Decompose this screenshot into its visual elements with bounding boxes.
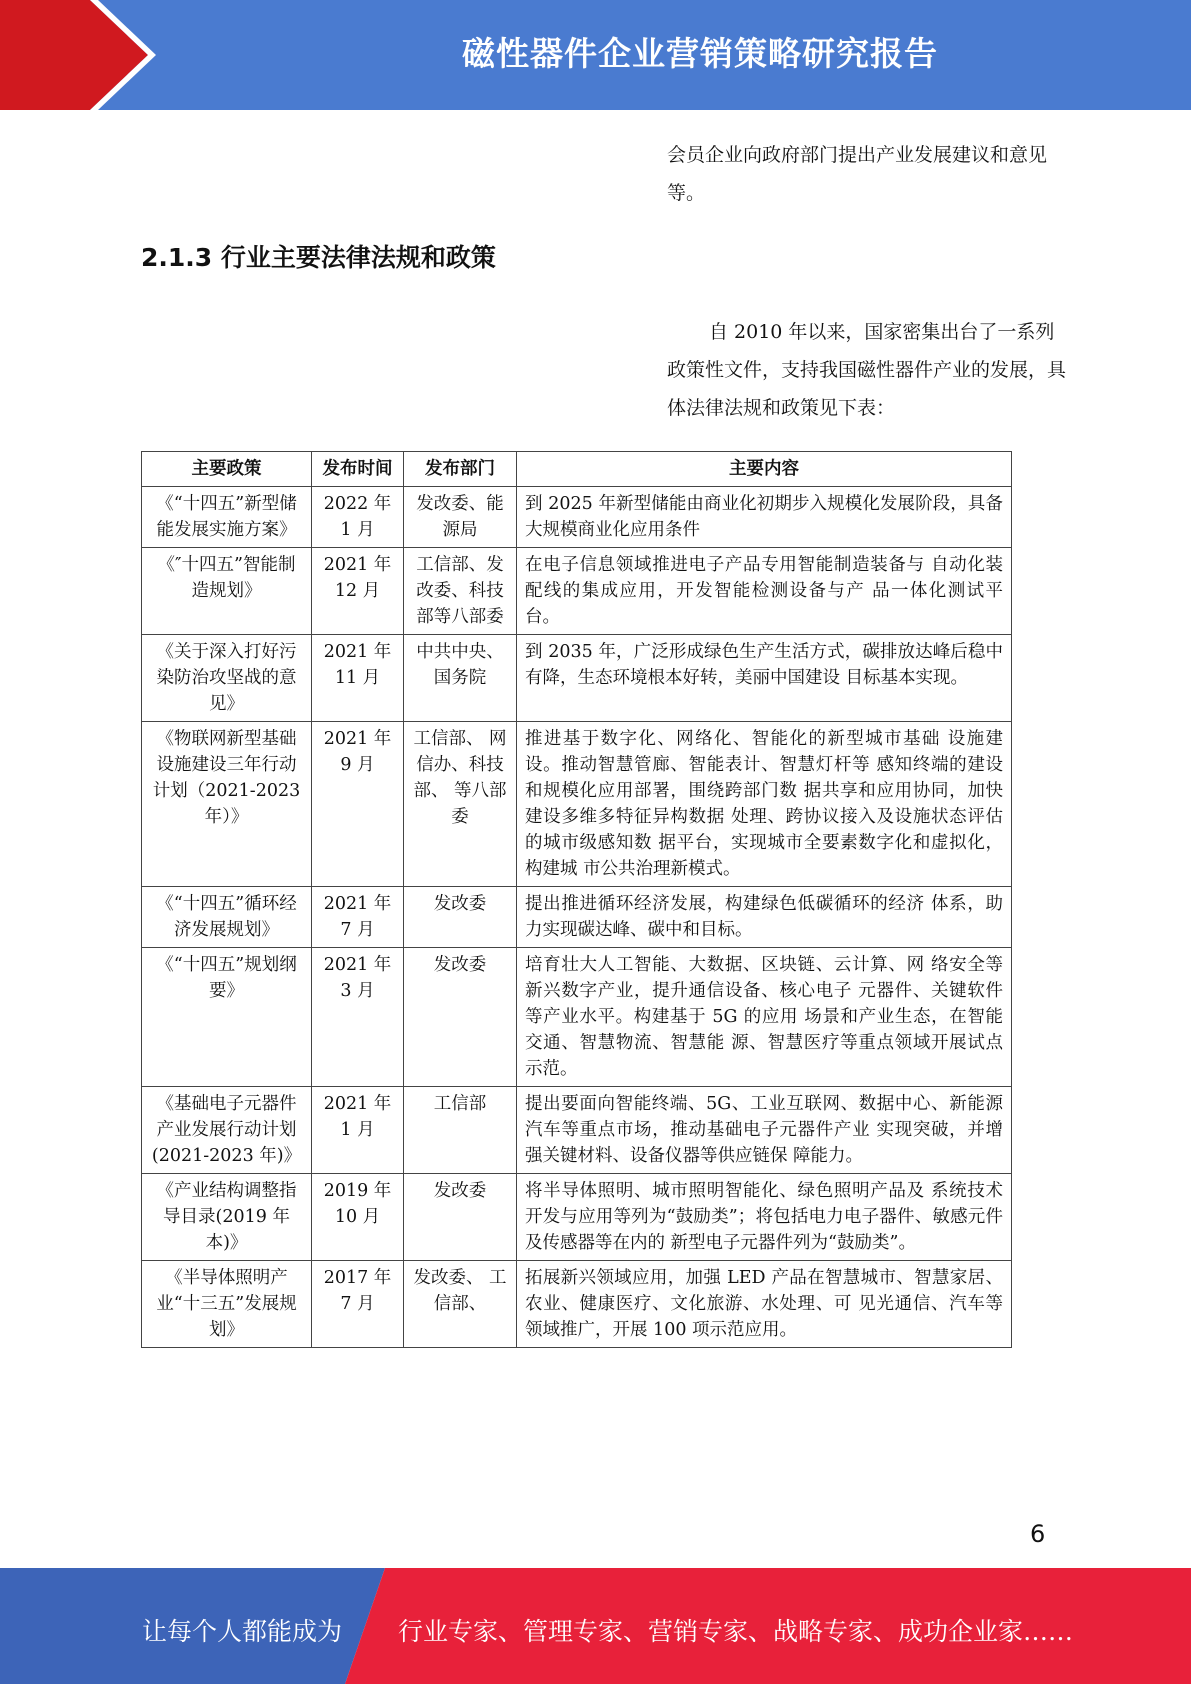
cell-content: 提出推进循环经济发展，构建绿色低碳循环的经济 体系，助力实现碳达峰、碳中和目标。 [517, 887, 1012, 948]
cell-policy: 《″十四五”智能制造规划》 [142, 548, 312, 635]
cell-dept: 工信部、发改委、科技部等八部委 [404, 548, 517, 635]
footer-slogan-left: 让每个人都能成为 [142, 1617, 343, 1646]
cell-date: 2021 年 12 月 [312, 548, 404, 635]
intro-paragraph: 会员企业向政府部门提出产业发展建议和意见等。 [667, 144, 1048, 204]
cell-content: 到 2025 年新型储能由商业化初期步入规模化发展阶段，具备大规模商业化应用条件 [517, 487, 1012, 548]
header-date: 发布时间 [312, 452, 404, 487]
cell-content: 提出要面向智能终端、5G、工业互联网、数据中心、新能源汽车等重点市场，推动基础电子元器件产业 实现突破，并增强关键材料、设备仪器等供应链保 障能力。 [517, 1087, 1012, 1174]
cell-dept: 发改委 [404, 948, 517, 1087]
cell-date: 2021 年 1 月 [312, 1087, 404, 1174]
cell-dept: 发改委、 工信部、 [404, 1261, 517, 1348]
cell-date: 2021 年 9 月 [312, 722, 404, 887]
section-heading: 2.1.3 行业主要法律法规和政策 [141, 243, 496, 272]
cell-policy: 《“十四五”循环经济发展规划》 [142, 887, 312, 948]
cell-dept: 发改委 [404, 1174, 517, 1261]
cell-policy: 《产业结构调整指导目录(2019 年本)》 [142, 1174, 312, 1261]
cell-date: 2022 年 1 月 [312, 487, 404, 548]
table-header-row [142, 452, 1012, 487]
table-row [142, 1261, 1012, 1348]
cell-dept: 发改委、能源局 [404, 487, 517, 548]
cell-policy: 《物联网新型基础设施建设三年行动计划（2021-2023 年）》 [142, 722, 312, 887]
table-row [142, 1087, 1012, 1174]
cell-date: 2019 年 10 月 [312, 1174, 404, 1261]
cell-content: 在电子信息领域推进电子产品专用智能制造装备与 自动化装配线的集成应用，开发智能检测设备与产 品一体化测试平台。 [517, 548, 1012, 635]
report-title: 磁性器件企业营销策略研究报告 [462, 34, 938, 73]
cell-content: 拓展新兴领域应用，加强 LED 产品在智慧城市、智慧家居、农业、健康医疗、文化旅游、水处理、可 见光通信、汽车等领域推广，开展 100 项示范应用。 [517, 1261, 1012, 1348]
footer-slogan-right: 行业专家、管理专家、营销专家、战略专家、成功企业家…… [398, 1617, 1074, 1646]
cell-content: 培育壮大人工智能、大数据、区块链、云计算、网 络安全等新兴数字产业，提升通信设备、核心电子 元器件、关键软件等产业水平。构建基于 5G 的应用 场景和产业生态，在智能交通、智慧物流、智慧能 源、智慧医疗等重点领域开展试点示范。 [517, 948, 1012, 1087]
cell-policy: 《半导体照明产业“十三五”发展规划》 [142, 1261, 312, 1348]
cell-dept: 工信部、 网信办、科技部、 等八部委 [404, 722, 517, 887]
section-paragraph: 自 2010 年以来，国家密集出台了一系列政策性文件，支持我国磁性器件产业的发展，具体法律法规和政策见下表： [667, 321, 1067, 419]
cell-policy: 《关于深入打好污染防治攻坚战的意见》 [142, 635, 312, 722]
table-row [142, 487, 1012, 548]
table-row [142, 1174, 1012, 1261]
table-row [142, 887, 1012, 948]
cell-date: 2021 年 11 月 [312, 635, 404, 722]
cell-policy: 《“十四五”新型储能发展实施方案》 [142, 487, 312, 548]
table-row [142, 548, 1012, 635]
cell-date: 2021 年 7 月 [312, 887, 404, 948]
footer-banner [0, 1568, 1191, 1684]
table-row [142, 635, 1012, 722]
cell-date: 2021 年 3 月 [312, 948, 404, 1087]
policy-table [141, 451, 1012, 1348]
table-row [142, 722, 1012, 887]
cell-dept: 发改委 [404, 887, 517, 948]
table-row [142, 948, 1012, 1087]
cell-policy: 《“十四五”规划纲要》 [142, 948, 312, 1087]
cell-dept: 工信部 [404, 1087, 517, 1174]
cell-dept: 中共中央、国务院 [404, 635, 517, 722]
header-bar [0, 0, 1191, 110]
header-dept: 发布部门 [404, 452, 517, 487]
header-content: 主要内容 [517, 452, 1012, 487]
page-number: 6 [1030, 1520, 1046, 1548]
cell-content: 到 2035 年，广泛形成绿色生产生活方式，碳排放达峰后稳中有降，生态环境根本好转，美丽中国建设 目标基本实现。 [517, 635, 1012, 722]
header-policy: 主要政策 [142, 452, 312, 487]
cell-content: 推进基于数字化、网络化、智能化的新型城市基础 设施建设。推动智慧管廊、智能表计、智慧灯杆等 感知终端的建设和规模化应用部署，围绕跨部门数 据共享和应用协同，加快建设多维多特征异构数据 处理、跨协议接入及设施状态评估的城市级感知数 据平台，实现城市全要素数字化和虚拟化，构建城 市公共治理新模式。 [517, 722, 1012, 887]
cell-policy: 《基础电子元器件产业发展行动计划(2021-2023 年)》 [142, 1087, 312, 1174]
cell-date: 2017 年 7 月 [312, 1261, 404, 1348]
cell-content: 将半导体照明、城市照明智能化、绿色照明产品及 系统技术开发与应用等列为“鼓励类”；将包括电力电子器件、敏感元件及传感器等在内的 新型电子元器件列为“鼓励类”。 [517, 1174, 1012, 1261]
